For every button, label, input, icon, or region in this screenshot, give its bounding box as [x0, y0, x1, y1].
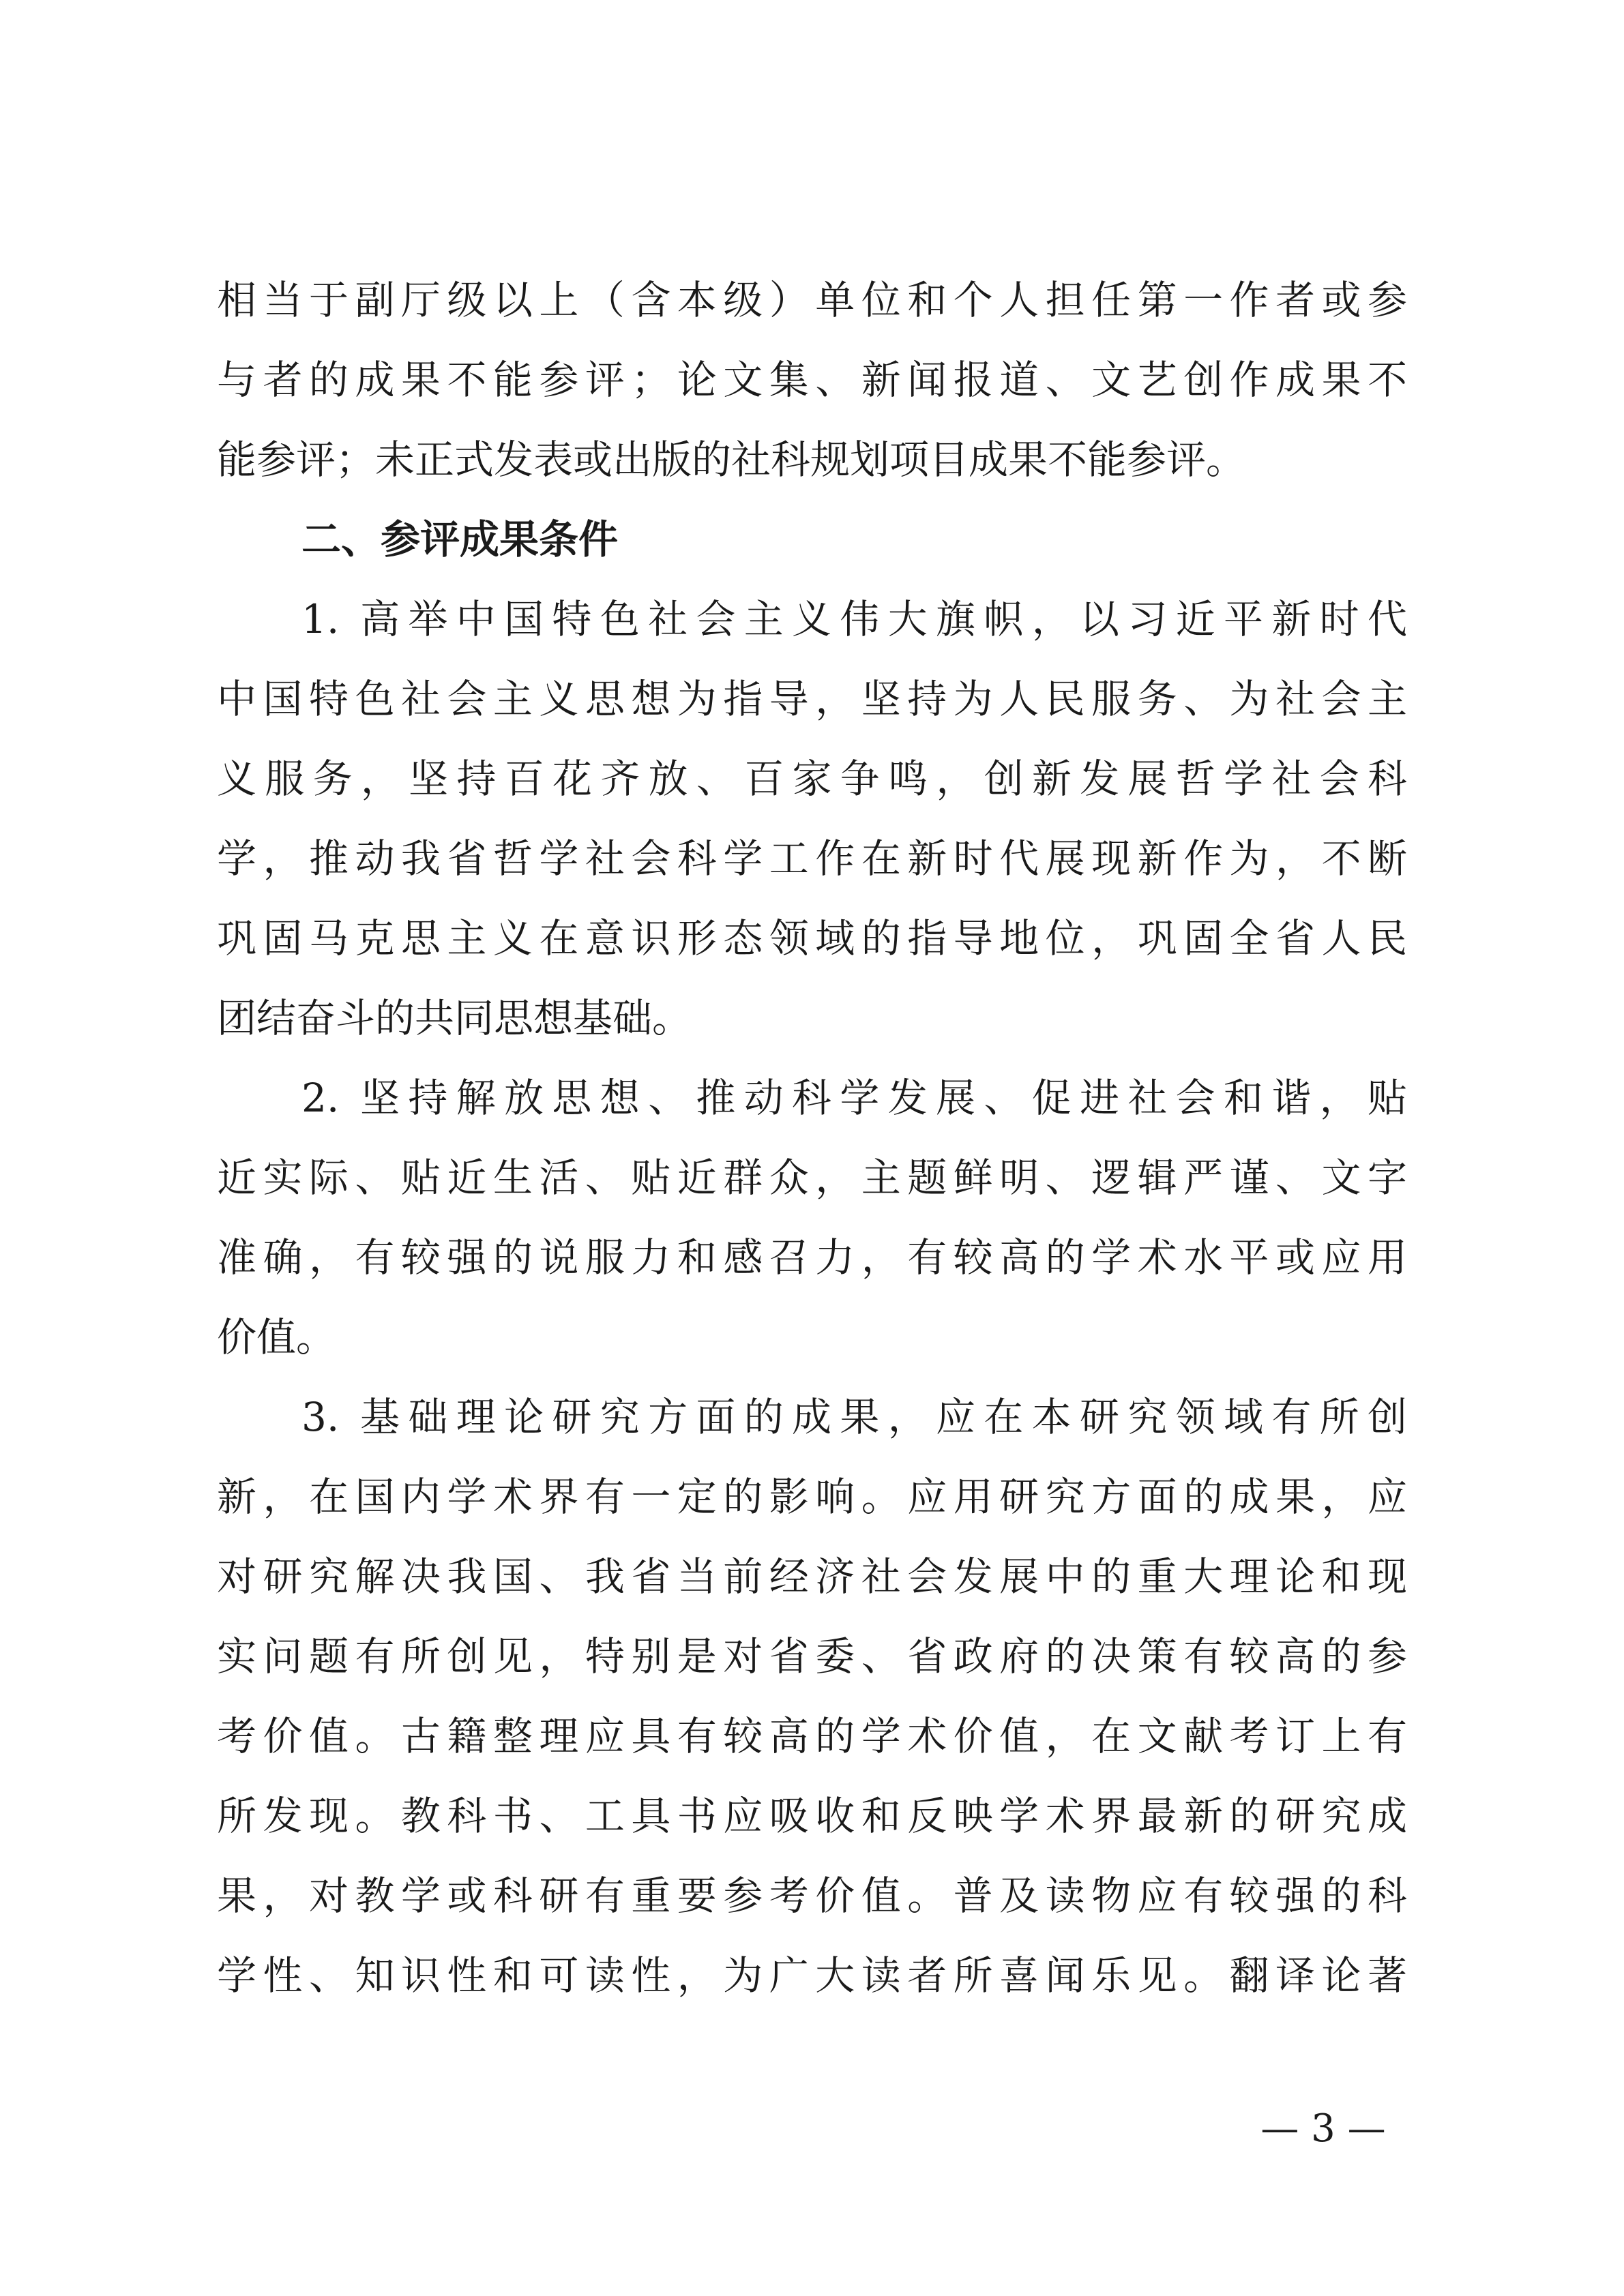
page-number: — 3 —: [1260, 2106, 1386, 2151]
text-line: 巩固马克思主义在意识形态领域的指导地位，巩固全省人民: [217, 915, 1407, 961]
text-line: 学，推动我省哲学社会科学工作在新时代展现新作为，不断: [217, 835, 1407, 882]
text-line: 考价值。古籍整理应具有较高的学术价值，在文献考订上有: [217, 1713, 1407, 1759]
body-text: [217, 260, 1407, 2016]
text-line: 新，在国内学术界有一定的影响。应用研究方面的成果，应: [217, 1474, 1407, 1520]
text-line: 中国特色社会主义思想为指导，坚持为人民服务、为社会主: [217, 676, 1407, 722]
section-heading: 二、参评成果条件: [301, 516, 619, 563]
text-line: 2. 坚持解放思想、推动科学发展、促进社会和谐，贴: [301, 1075, 1407, 1121]
text-line: 义服务，坚持百花齐放、百家争鸣，创新发展哲学社会科: [217, 756, 1407, 802]
text-line: 1. 高举中国特色社会主义伟大旗帜，以习近平新时代: [301, 596, 1407, 642]
text-line: 果，对教学或科研有重要参考价值。普及读物应有较强的科: [217, 1873, 1407, 1919]
text-line: 3. 基础理论研究方面的成果，应在本研究领域有所创: [301, 1394, 1407, 1440]
text-line: 准确，有较强的说服力和感召力，有较高的学术水平或应用: [217, 1234, 1407, 1281]
text-line: 相当于副厅级以上（含本级）单位和个人担任第一作者或参: [217, 277, 1407, 323]
text-line: 团结奋斗的共同思想基础。: [217, 995, 692, 1041]
text-line: 与者的成果不能参评；论文集、新闻报道、文艺创作成果不: [217, 357, 1407, 403]
text-line: 对研究解决我国、我省当前经济社会发展中的重大理论和现: [217, 1553, 1407, 1600]
text-line: 价值。: [217, 1314, 336, 1360]
text-line: 能参评；未正式发表或出版的社科规划项目成果不能参评。: [217, 436, 1246, 483]
text-line: 所发现。教科书、工具书应吸收和反映学术界最新的研究成: [217, 1793, 1407, 1839]
text-line: 近实际、贴近生活、贴近群众，主题鲜明、逻辑严谨、文字: [217, 1154, 1407, 1201]
text-line: 学性、知识性和可读性，为广大读者所喜闻乐见。翻译论著: [217, 1952, 1407, 1999]
text-line: 实问题有所创见，特别是对省委、省政府的决策有较高的参: [217, 1633, 1407, 1680]
